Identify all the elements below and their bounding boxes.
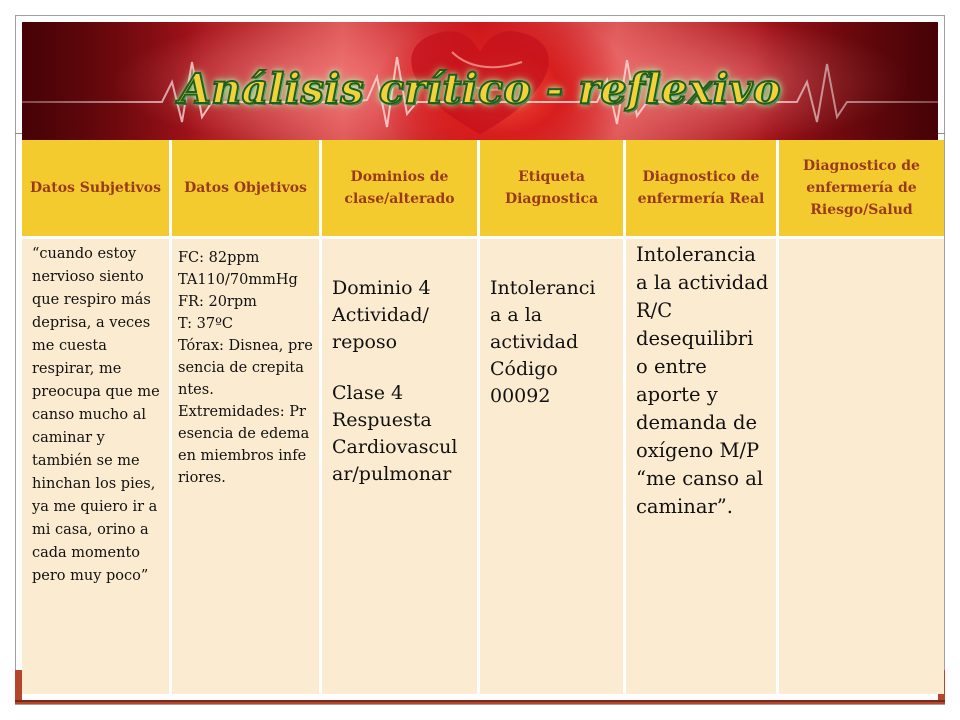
cell-datos-subjetivos xyxy=(22,239,169,694)
header-datos-objetivos: Datos Objetivos xyxy=(172,140,319,236)
table-row xyxy=(22,239,944,694)
diagnosis-table-container xyxy=(22,140,938,700)
header-diagnostico-real: Diagnostico de enfermería Real xyxy=(626,140,776,236)
cell-dominio-clase xyxy=(322,239,477,694)
subjective-quote: “cuando estoy nervioso siento que respiro más deprisa, a veces me cuesta respirar, me preocupa que me canso mucho al caminar y también se me hinchan los pies, ya me quiero ir a mi casa, orino a cada momento pero muy poco” xyxy=(32,246,160,584)
class-text: Clase 4 Respuesta Cardiovascul ar/pulmonar xyxy=(332,382,458,485)
cell-diagnostico-real xyxy=(626,239,776,694)
objective-data: FC: 82ppm TA110/70mmHg FR: 20rpm T: 37ºC Tórax: Disnea, presencia de crepitantes. Extremidades: Presencia de edema en miembros inferiores. xyxy=(178,250,313,486)
slide-title: Análisis crítico - reflexivo xyxy=(178,65,782,113)
header-datos-subjetivos: Datos Subjetivos xyxy=(22,140,169,236)
header-etiqueta-diagnostica: Etiqueta Diagnostica xyxy=(480,140,623,236)
header-diagnostico-riesgo: Diagnostico de enfermería de Riesgo/Salud xyxy=(779,140,944,236)
bottom-accent-line xyxy=(15,700,945,702)
heart-banner-image xyxy=(22,22,938,140)
nursing-diagnosis-table xyxy=(19,137,947,697)
domain-text: Dominio 4 Actividad/ reposo xyxy=(332,277,431,353)
real-diagnosis-text: Intolerancia a la actividad R/C desequilibri o entre aporte y demanda de oxígeno M/P “me canso al caminar”. xyxy=(636,243,769,518)
cell-diagnostico-riesgo xyxy=(779,239,944,694)
table-header-row xyxy=(22,140,944,236)
cell-datos-objetivos xyxy=(172,239,319,694)
cell-etiqueta xyxy=(480,239,623,694)
header-dominios: Dominios de clase/alterado xyxy=(322,140,477,236)
diagnostic-label-text: Intoleranci a a la actividad Código 00092 xyxy=(490,277,596,407)
